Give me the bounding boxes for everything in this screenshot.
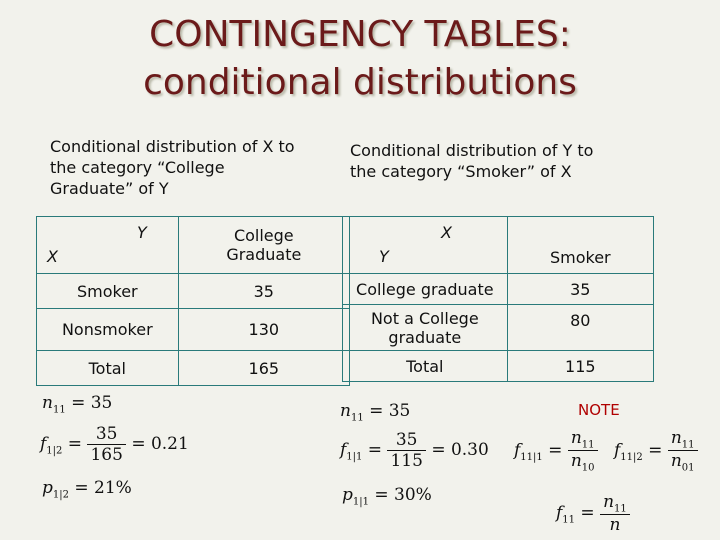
page-subtitle: conditional distributions <box>143 62 577 103</box>
row-value: 35 <box>507 274 653 305</box>
right-percent-formula: $p_{1|1} = 30\%$ <box>342 485 432 508</box>
row-label: Total <box>37 351 179 386</box>
row-value: 130 <box>178 309 349 351</box>
note-label: NOTE <box>578 401 620 419</box>
row-value: 165 <box>178 351 349 386</box>
row-label: Total <box>343 351 508 382</box>
column-header: Smoker <box>507 217 653 274</box>
left-percent-formula: $p_{1|2} = 21\%$ <box>42 478 132 501</box>
note-formula-f11-given-1: $f_{11|1}$ = $\frac{n_{11}}{n_{10}}$ <box>514 428 598 474</box>
table-row <box>37 351 350 386</box>
row-label: College graduate <box>343 274 508 305</box>
row-value: 115 <box>507 351 653 382</box>
corner-bottom-label: Y <box>379 247 389 266</box>
column-header: College Graduate <box>178 217 349 274</box>
note-formula-f11: $f_{11}$ = $\frac{n_{11}}{n}$ <box>556 492 630 535</box>
table-row <box>343 274 654 305</box>
right-contingency-table <box>342 216 654 382</box>
right-caption: Conditional distribution of Y to the category “Smoker” of X <box>350 141 594 181</box>
table-row <box>343 305 654 351</box>
table-corner <box>343 217 508 274</box>
table-corner <box>37 217 179 274</box>
left-contingency-table <box>36 216 350 386</box>
right-count-formula: $n_{11} = 35$ <box>340 401 411 424</box>
corner-bottom-label: X <box>47 247 58 266</box>
table-row <box>37 274 350 309</box>
left-caption: Conditional distribution of X to the category “College Graduate” of Y <box>50 137 295 198</box>
note-formula-f11-given-2: $f_{11|2}$ = $\frac{n_{11}}{n_{01}}$ <box>614 428 698 474</box>
row-label: Not a College graduate <box>343 305 508 351</box>
table-row <box>343 351 654 382</box>
left-frequency-formula: $f_{1|2}$ = $\frac{35}{165}$ = 0.21 <box>40 424 189 465</box>
row-value: 80 <box>507 305 653 351</box>
row-value: 35 <box>178 274 349 309</box>
row-label: Smoker <box>37 274 179 309</box>
left-count-formula: $n_{11} = 35$ <box>42 393 113 416</box>
right-frequency-formula: $f_{1|1}$ = $\frac{35}{115}$ = 0.30 <box>340 430 489 471</box>
page-title: CONTINGENCY TABLES: <box>149 14 571 55</box>
row-label: Nonsmoker <box>37 309 179 351</box>
corner-top-label: X <box>441 223 452 242</box>
table-row <box>37 309 350 351</box>
corner-top-label: Y <box>137 223 147 242</box>
